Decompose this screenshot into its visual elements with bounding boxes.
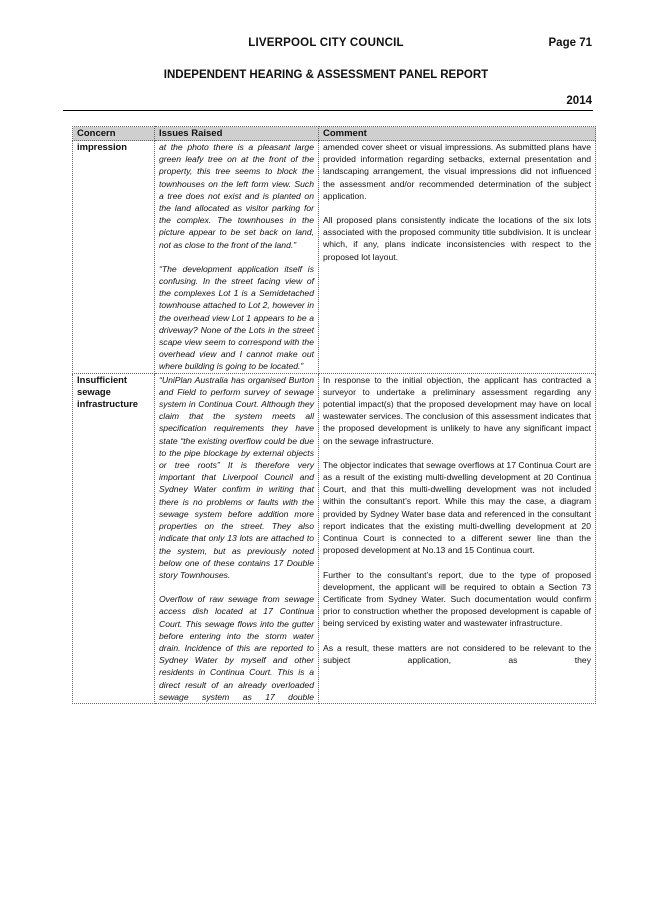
concern-cell: Insufficient sewage infrastructure <box>73 373 155 703</box>
report-title: INDEPENDENT HEARING & ASSESSMENT PANEL REPORT <box>163 69 489 81</box>
comment-paragraph: All proposed plans consistently indicate the locations of the six lots associated with the proposed community title subdivision. It is unclear which, if any, plans indicate inconsistencies with respect to the proposed lot layout. <box>323 215 591 262</box>
issue-paragraph: “UniPlan Australia has organised Burton and Field to perform survey of sewage system in Continua Court. Although they claim that the system meets all specification requirements they have state “the existing overflow could be due to the pipe blockage by external objects or tree roots” It is therefore very important that Liverpool Council and Sydney Water confirm in writing that there is no problems or faults with the sewage system before addition more properties on the street. They also indicate that only 13 lots are attached to the system, but as previously noted below one of these contains 17 Double story Townhouses. <box>159 374 314 580</box>
header-divider <box>63 110 593 111</box>
table-row <box>73 141 596 374</box>
issue-paragraph: at the photo there is a pleasant large green leafy tree on at the front of the property, this tree seems to block the townhouses on the left form view. Such a tree does not exist and is planted on the land allocated as visitor parking for the complex. The townhouses in the picture appear to be set back on land, not as close to the front of the land.” <box>159 142 314 250</box>
column-header-concern: Concern <box>73 127 155 141</box>
issue-paragraph: “The development application itself is confusing. In the street facing view of the complexes Lot 1 is a Semidetached townhouse attached to Lot 2, however in the overhead view Lot 1 appears to be a driveway? None of the Lots in the street scape view seem to correspond with the overhead view and I cannot make out where building is going to be located.” <box>159 263 314 372</box>
comment-paragraph: As a result, these matters are not considered to be relevant to the subject application, as they <box>323 642 591 665</box>
table-row <box>73 373 596 703</box>
concern-cell: impression <box>73 141 155 374</box>
issue-paragraph: Overflow of raw sewage from sewage access dish located at 17 Continua Court. This sewage flows into the gutter before entering into the storm water drain. Incidence of this are reported to Sydney Water by myself and other residents in Continua Court. This is a direct result of an already overloaded sewage system as 17 double <box>159 594 314 702</box>
council-name: LIVERPOOL CITY COUNCIL <box>248 37 404 49</box>
report-year: 2014 <box>566 95 592 107</box>
comment-cell <box>319 373 596 703</box>
comment-paragraph: In response to the initial objection, the applicant has contracted a surveyor to undertake a preliminary assessment regarding any potential impact(s) that the proposed development may have on local wastewater services. The conclusion of this assessment indicates that the proposed development is unlikely to have any significant impact on the sewage infrastructure. <box>323 374 591 446</box>
column-header-comment: Comment <box>319 127 596 141</box>
comment-paragraph: The objector indicates that sewage overflows at 17 Continua Court are as a result of the existing multi-dwelling development at 20 Continua Court, and that this multi-dwelling development was not included within the consultant’s report. While this may the case, a diagram provided by Sydney Water base data and referenced in the consultant report indicates that the existing multi-dwelling development at 20 Continua Court is connected to a different sewer line than the proposed development at No.13 and 15 Continua court. <box>323 459 591 556</box>
comment-cell <box>319 141 596 374</box>
comment-paragraph: Further to the consultant’s report, due to the type of proposed development, the applicant will be required to obtain a Section 73 Certificate from Sydney Water. Such documentation would confirm prior to construction whether the proposed development is capable of being serviced by existing water and wastewater infrastructure. <box>323 569 591 629</box>
table-header-row <box>73 127 596 141</box>
issues-cell <box>155 373 319 703</box>
comment-paragraph: amended cover sheet or visual impressions. As submitted plans have provided information regarding setbacks, external presentation and landscaping arrangement, the visual impressions did not influenced the assessment and/or recommended determination of the subject application. <box>323 142 591 201</box>
column-header-issues: Issues Raised <box>155 127 319 141</box>
submissions-table <box>72 126 596 704</box>
issues-cell <box>155 141 319 374</box>
page-number: Page 71 <box>548 37 592 49</box>
